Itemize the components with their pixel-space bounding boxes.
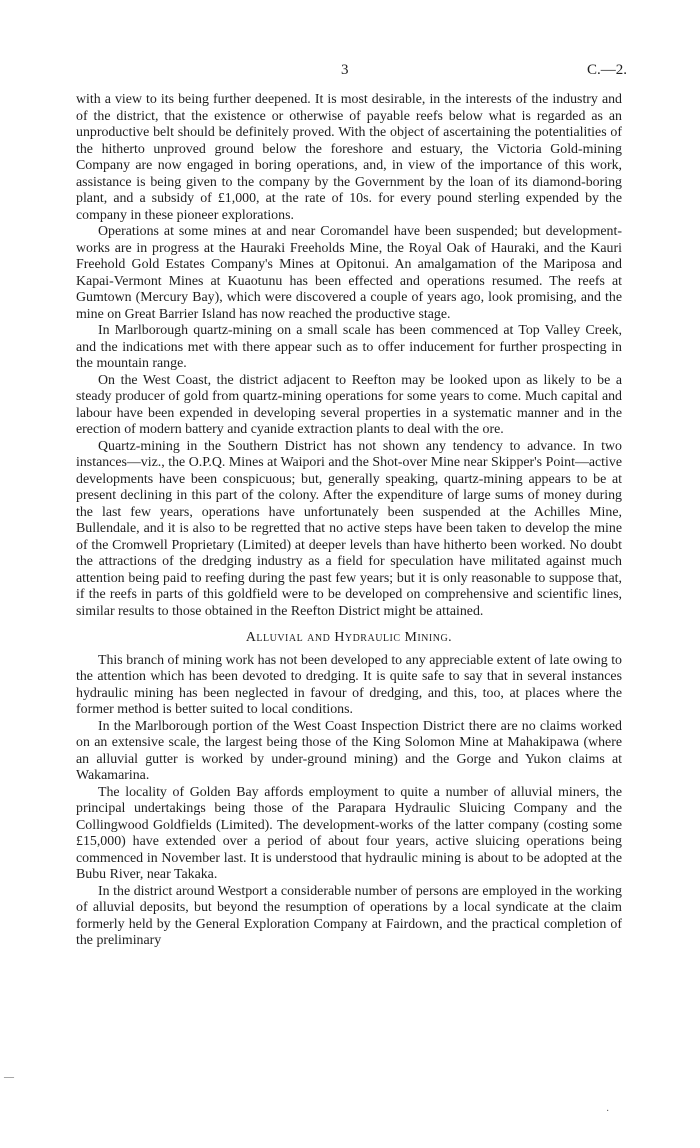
paragraph: On the West Coast, the district adjacent to Reefton may be looked upon as likely to be a steady producer of gold from quartz-mining operations for some years to come. Much capital and labour have been expended in developing several properties in a systematic manner and in the erection of modern battery and cyanide extraction plants to deal with the ore. [76,372,622,437]
paragraph: In Marlborough quartz-mining on a small scale has been commenced at Top Valley Creek, and the indications met with there appear such as to offer inducement for further prospecting in the mountain range. [76,323,622,371]
section-heading: Alluvial and Hydraulic Mining. [245,630,453,645]
page-body [76,92,622,950]
scan-speck: · [606,1106,610,1117]
page-number: 3 [341,62,349,78]
paragraph: This branch of mining work has not been developed to any appreciable extent of late owing to the attention which has been devoted to dredging. It is quite safe to say that in several instances hydraulic mining has been neglected in favour of dredging, and this, too, at places where the former method is better suited to local conditions. [76,652,622,717]
paragraph: with a view to its being further deepened. It is most desirable, in the interests of the industry and of the district, that the existence or otherwise of payable reefs below what is regarded as an unproductive belt should be definitely proved. With the object of ascertaining the potentialities of the hitherto unproved ground below the foreshore and estuary, the Victoria Gold-mining Company are now engaged in boring operations, and, in view of the importance of this work, assistance is being given to the company by the Government by the loan of its diamond-boring plant, and a subsidy of £1,000, at the rate of 10s. for every pound sterling expended by the company in these pioneer explorations. [76,92,622,223]
paragraph: In the district around Westport a considerable number of persons are employed in the working of alluvial deposits, but beyond the resumption of operations by a local syndicate at the claim formerly held by the General Exploration Company at Fairdown, and the practical completion of the preliminary [76,883,622,948]
paragraph: In the Marlborough portion of the West Coast Inspection District there are no claims worked on an extensive scale, the largest being those of the King Solomon Mine at Mahakipawa (where an alluvial gutter is worked by under-ground mining) and the Gorge and Yukon claims at Wakamarina. [76,718,622,783]
page-header [0,62,700,84]
paragraph: Quartz-mining in the Southern District has not shown any tendency to advance. In two instances—viz., the O.P.Q. Mines at Waipori and the Shot-over Mine near Skipper's Point—active developments have been conspicuous; but, generally speaking, quartz-mining appears to be at present declining in this part of the colony. After the expenditure of large sums of money during the last few years, operations have unfortunately been suspended at the Achilles Mine, Bullendale, and it is also to be regretted that no active steps have been taken to develop the mine of the Cromwell Proprietary (Limited) at deeper levels than have hitherto been worked. No doubt the attractions of the dredging industry as a field for speculation have militated against much attention being paid to reefing during the past few years; but it is only reasonable to suppose that, if the reefs in parts of this goldfield were to be developed on comprehensive and scientific lines, similar results to those obtained in the Reefton District might be attained. [76,438,622,619]
scan-mark: — [4,1072,14,1083]
document-reference: C.—2. [586,62,627,78]
paragraph: The locality of Golden Bay affords employment to quite a number of alluvial miners, the principal undertakings being those of the Parapara Hydraulic Sluicing Company and the Collingwood Goldfields (Limited). The development-works of the latter company (costing some £15,000) have extended over a period of about four years, active sluicing operations being commenced in November last. It is understood that hydraulic mining is about to be adopted at the Bubu River, near Takaka. [76,784,622,882]
paragraph: Operations at some mines at and near Coromandel have been suspended; but development-works are in progress at the Hauraki Freeholds Mine, the Royal Oak of Hauraki, and the Kauri Freehold Gold Estates Company's Mines at Opitonui. An amalgamation of the Mariposa and Kapai-Vermont Mines at Kuaotunu has been effected and operations resumed. The reefs at Gumtown (Mercury Bay), which were discovered a couple of years ago, look promising, and the mine on Great Barrier Island has now reached the productive stage. [76,224,622,322]
